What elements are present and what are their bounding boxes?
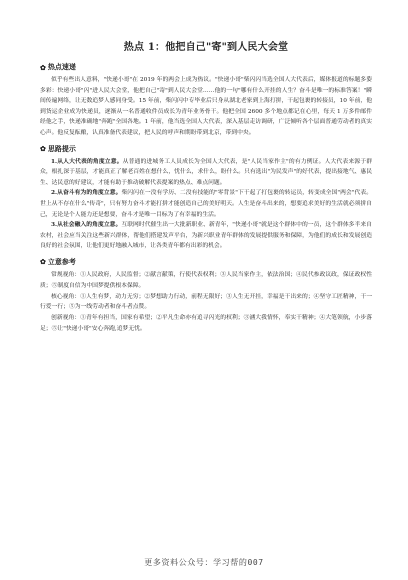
section-reference — [40, 257, 372, 335]
section-heading-label: 思路提示 — [47, 143, 76, 153]
reference-line-core: 核心视角：①人生有梦，动力无穷；②梦想助力行动，前程无限好；③人生无开挂，幸福是干出来的；④坚守工匠精神，干一行爱一行；⑤为一线劳动者和奋斗者点赞。 — [40, 293, 372, 311]
thinking-item-lead: 2.从奋斗有为的角度立意。 — [51, 190, 122, 197]
page-title: 热点 1：他把自己"寄"到人民大会堂 — [123, 42, 289, 53]
section-hotspot — [40, 62, 372, 139]
hotspot-paragraph: 似乎有些出人意料，"快递小哥"在 2019 年的两会上成为热议。"快递小哥"柴闪闪当选全国人大代表后，媒体报道的标题多姿多彩：快递小哥"闪"进人民大会堂，他把自己"寄"到人民大会堂……他的一句"哪有什么开挂的人生？奋斗是唯一的标准答案！"瞬间传遍网络，让无数追梦人感同身受。15 年前，柴闪闪中专毕业后只身从湖北老家到上海打拼，干起包裹的转接员，10 年前，他到货运企业成为快递员，逐渐从一名普通收件员成长为青年业务骨干。他把全国 2600 多个地点都记在心里，每天 1 万多件邮件经他之手，快递准确地"奔跑"全国各地。1 年前，他当选全国人大代表，深入基层走访调研，广泛倾听各个层面普通劳动者的真实心声。他反复酝酿，认真准备代表建议，把人民的呼声和期盼带到北京，带到中央。 — [40, 77, 372, 136]
footer-watermark: 更多资料公众号：学习帮的007 — [144, 558, 264, 567]
thinking-item-text: 从普通的进城务工人员成长为全国人大代表，是"人民当家作主"的有力例证。人大代表来源于群众，根扎深于基层，才能真正了解老百姓在想什么，忧什么，求什么，盼什么。只有选出"为民发声"的好代表，提出接地气、惠民生、达民意的好建议，才能有助于推动破解代表提案的热点、难点问题。 — [40, 158, 372, 186]
section-thinking — [40, 144, 372, 252]
thinking-item-text: 柴闪闪在一没有学历、二没有技能的"零背景"下干起了打包裹的转运员，转变成全国"两会"代表。世上从不存在什么"传奇"，只有努力奋斗才能打拼才能创造自己的美好明天。人生是奋斗出来的，想要追求美好的生活就必须拼自己，无论是个人能力还是想要，奋斗才是唯一目标为了有幸福的生活。 — [40, 190, 372, 218]
thinking-item-lead: 1.从人大代表的角度立意。 — [51, 158, 123, 165]
section-heading-label: 立意参考 — [47, 256, 76, 266]
section-heading-hotspot — [40, 62, 372, 72]
reference-line-innovative: 创新视角：①青年有担当，国家有希望；②平凡生命亦有追寻闪光的权利；③涵大我情怀，奉实干精神；④大笔领航，小步落足；⑤让"快递小哥"安心奔跑,追梦无忧。 — [40, 315, 372, 332]
thinking-item-2 — [40, 188, 372, 220]
section-heading-reference — [40, 257, 372, 267]
section-heading-thinking — [40, 144, 372, 154]
thinking-item-1 — [40, 157, 372, 189]
thinking-item-lead: 3.从社会融入的角度立意。 — [51, 222, 122, 229]
thinking-item-text: 互联网时代催生出一大批新职业、新青年，"快递小哥"就是这个群体中的一员，这个群体多半来自农村，社会应当关注这些新兴群体，帮他们搭建发声平台，为新兴职业青年群体的发展提供服务和保障，为他们的成长和发展创造良好的社会氛围，让他们更好地融入城市，让各类青年都有出彩的机会。 — [40, 222, 372, 250]
flower-bullet-icon: ✿ — [40, 257, 46, 267]
flower-bullet-icon: ✿ — [40, 144, 46, 154]
thinking-item-3 — [40, 220, 372, 252]
flower-bullet-icon: ✿ — [40, 62, 46, 72]
reference-line-conventional: 常规视角：①人民政府，人民监督；②献言献策，行使代表权利；③人民当家作主，依法治国；④民代参政议政，保证政权性质；⑤制度自信为中国梦提供根本保障。 — [40, 271, 372, 289]
section-heading-label: 热点速递 — [47, 62, 76, 71]
